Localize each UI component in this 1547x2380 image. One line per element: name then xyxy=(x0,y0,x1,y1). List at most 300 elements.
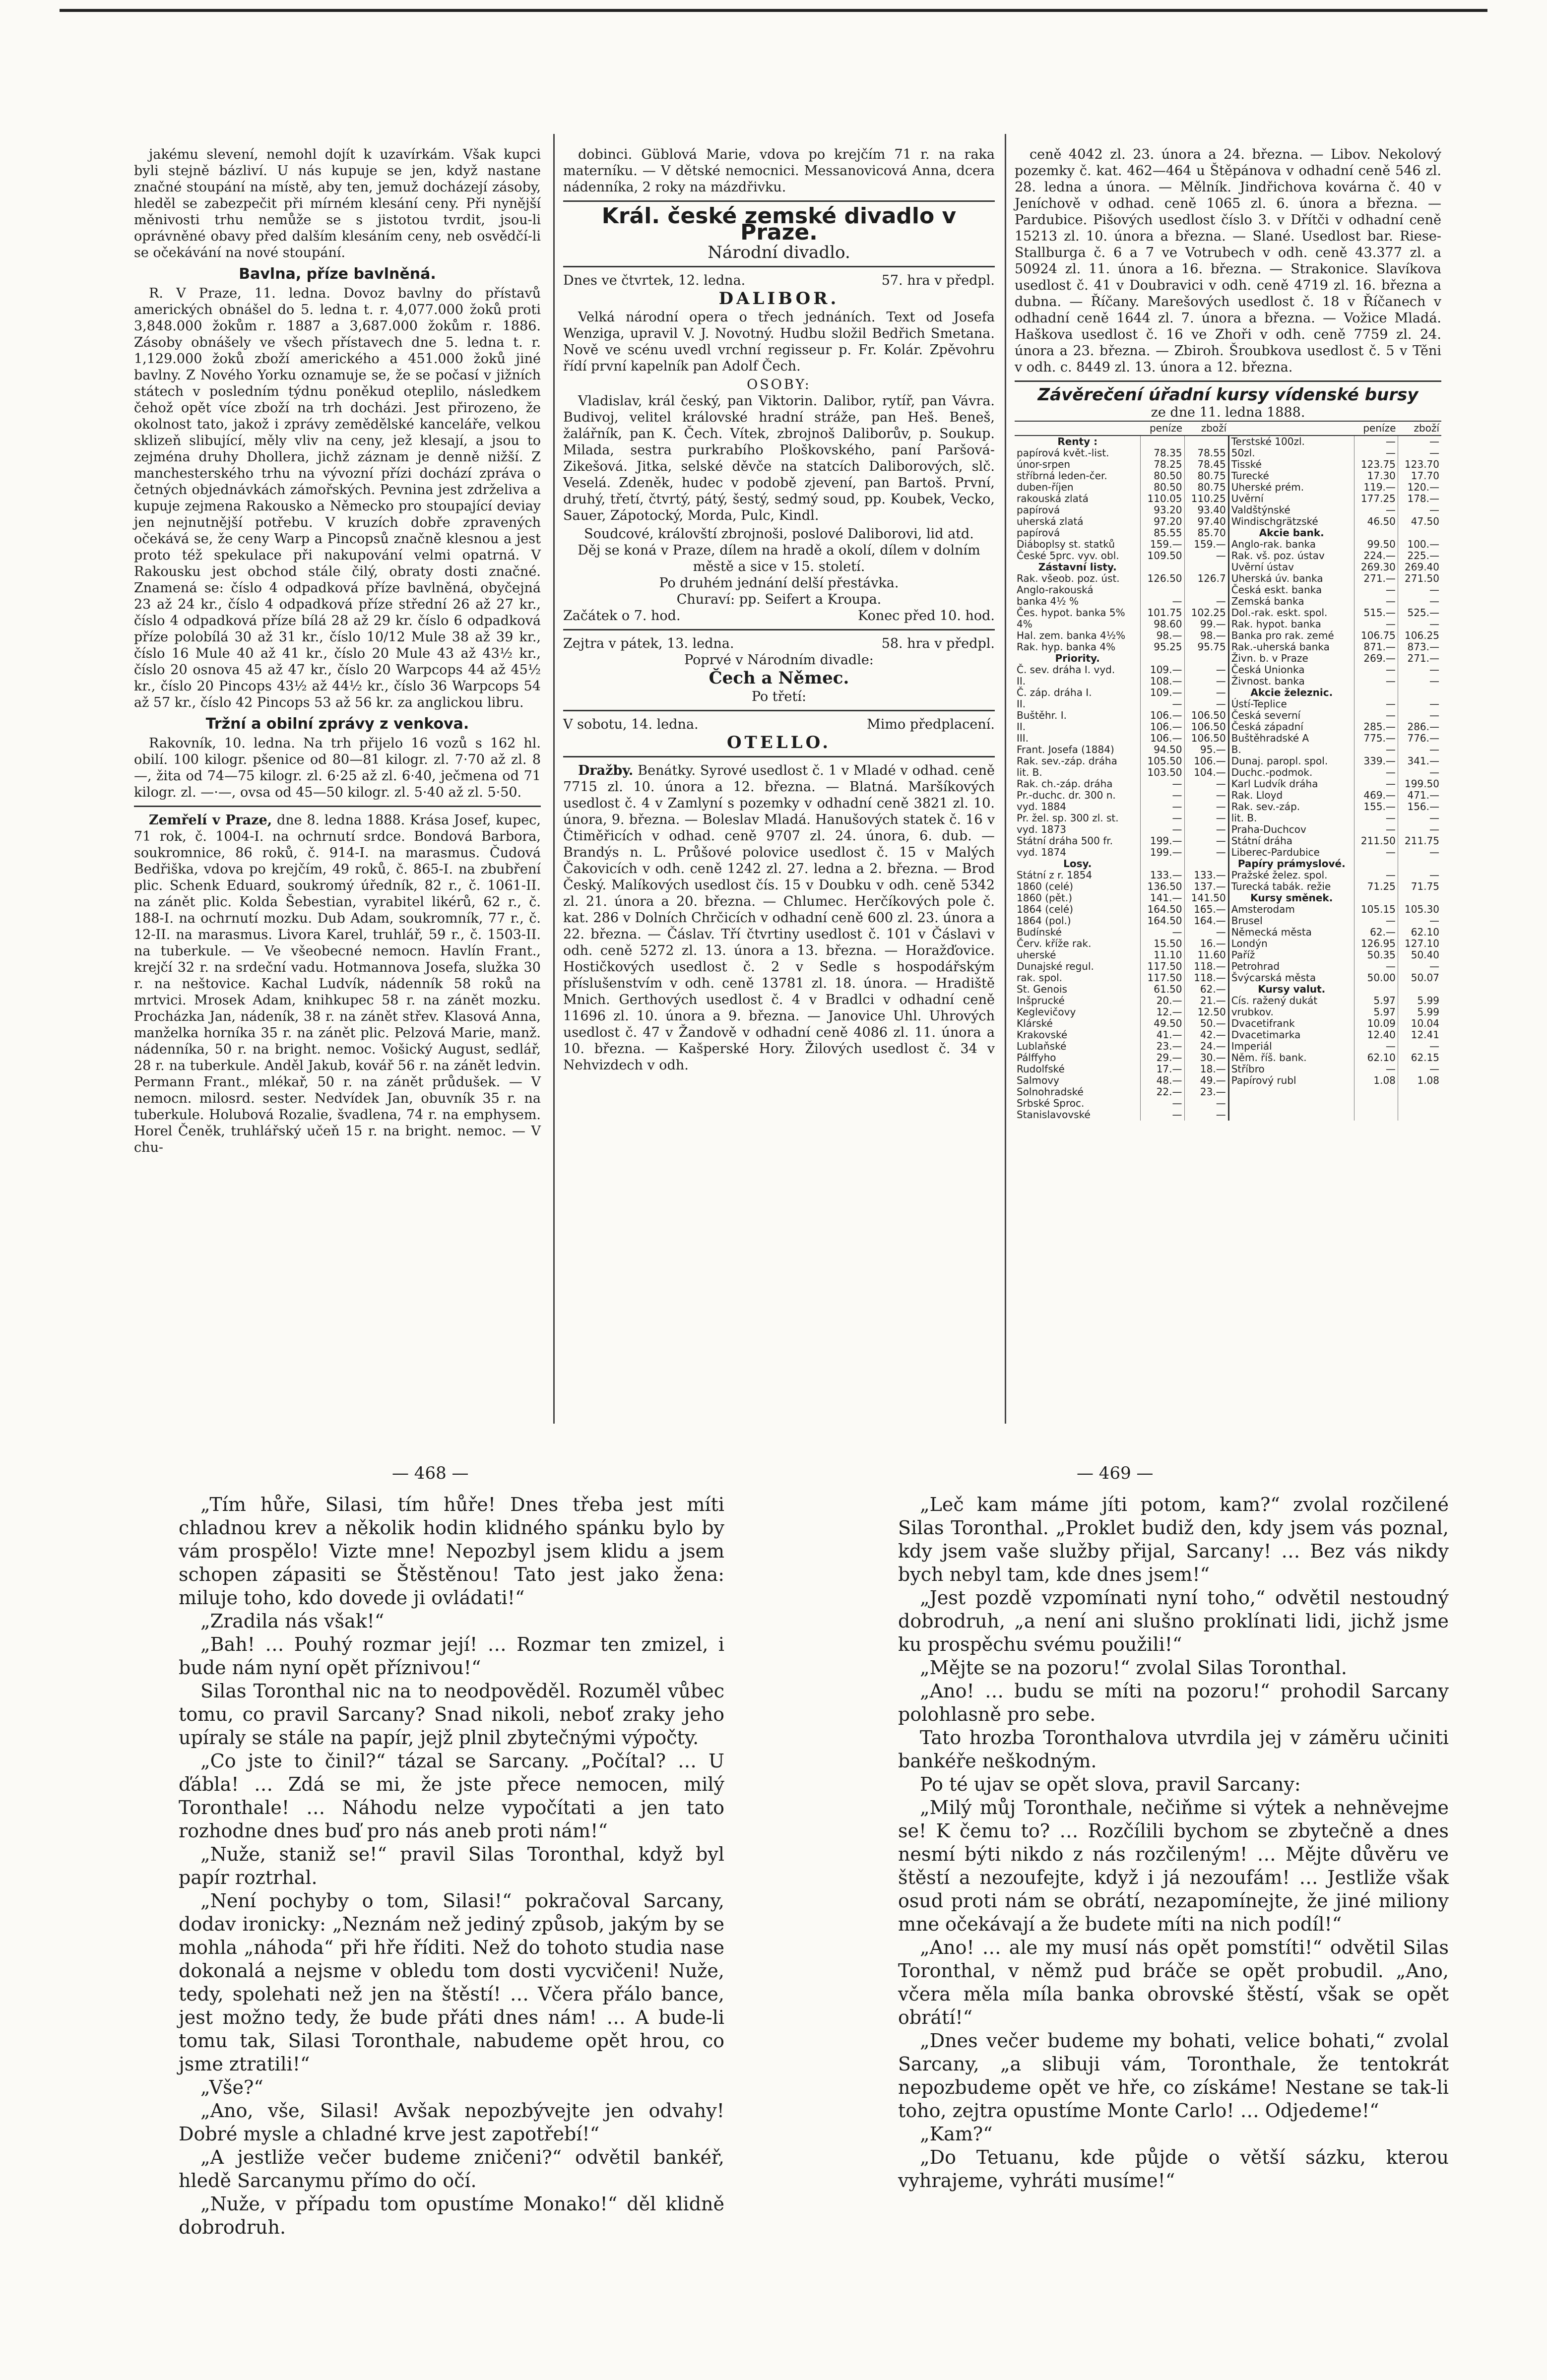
money-price: — xyxy=(1141,801,1184,813)
security-name: Srbské Sproc. xyxy=(1017,1097,1085,1109)
bourse-row xyxy=(1015,619,1441,630)
money-price: 93.20 xyxy=(1141,504,1184,516)
bourse-row xyxy=(1015,904,1441,915)
security-name: Živn. b. v Praze xyxy=(1228,653,1354,664)
novel-paragraph: „Do Tetuanu, kde půjde o větší sázku, kterou vyhrajeme, vyhráti musíme!“ xyxy=(898,2146,1449,2192)
security-name: Renty : xyxy=(1057,436,1098,447)
goods-price: — xyxy=(1184,778,1228,790)
money-price: — xyxy=(1354,847,1398,858)
setting-note: Děj se koná v Praze, dílem na hradě a okolí, dílem v dolním městě a sice v 15. století. xyxy=(578,543,980,574)
market-intro: jakému slevení, nemohl dojít k uzavírkám. Však kupci byli stejně bázliví. U nás kupuje se jen, když nastane značné stoupání na místě, aby ten, jemuž docházejí zásoby, hleděl se zabezpečit při mírném klesání ceny. Při nynější měnivosti trhu nemůže se s jistotou tvrdit, jsou-li oprávněné obavy před dalším klesáním ceny, neb osvědčí-li se očekávání na nové stoupání. xyxy=(134,147,541,260)
goods-price: 165.— xyxy=(1184,904,1228,915)
money-price: 49.50 xyxy=(1141,1018,1184,1029)
security-name: Brusel xyxy=(1228,915,1354,927)
money-price: 85.55 xyxy=(1141,527,1184,539)
money-price: 78.35 xyxy=(1141,447,1184,459)
goods-price: 50.— xyxy=(1184,1018,1228,1029)
bourse-row xyxy=(1015,641,1441,653)
money-price: 871.— xyxy=(1354,641,1398,653)
cotton-report: R. V Praze, 11. ledna. Dovoz bavlny do přístavů amerických obnášel do 5. ledna t. r. 4,077.000 žoků proti 3,848.000 žokům r. 1887 a 3,687.000 žokům r. 1886. Zásoby obnášely ve všech přístavech dne 5. ledna t. r. 1,129.000 žoků zboží amerického a 451.000 žoků jiné bavlny. Z Nového Yorku oznamuje se, že se počasí v jižních státech v posledním týdnu poněkud oteplilo, následkem čehož opět více zboží na trh docházi. Jest přirozeno, že okolnost tato, jakož i zprávy zemědělské kanceláře, velkou sklizeň slibující, měly vliv na ceny, jež klesají, a jsou to zejména druhy Dhollera, jichž záznam je denně nižší. Z manchesterského trhu na vývozní přízi dochází zpráva o četných objednávkách zámořských. Pevnina jest zdrželiva a kupuje zejmena Rakousko a Německo pro stoupající deviay jen nejnutnější potřebu. V kruzích dobře zpravených očekává se, že ceny Warp a Pincopsů značně klesnou a jest proto též spekulace při nakupování velmi opatrná. V Rakousku jest obchod stále čilý, obraty dosti značné. Znamená se: číslo 4 odpadková příze bavlněná, obyčejná 23 až 24 kr., číslo 4 odpadková příze střední 26 až 27 kr., číslo 4 odpadková příze bílá 28 až 29 kr. číslo 6 odpadková příze polobílá 30 až 31 kr., číslo 10/12 Mule 38 až 39 kr., číslo 16 Mule 40 až 41 kr., číslo 20 Mule 43 až 43½ kr., číslo 20 osnova 45 až 47 kr., číslo 20 Warpcops 44 až 45½ kr., číslo 20 Pincops 43½ až 44½ kr., číslo 36 Warpcops 54 až 57 kr., číslo 42 Pincops 53 až 56 kr. za anglickou libru. xyxy=(134,286,541,710)
goods-price: — xyxy=(1184,664,1228,676)
subscription-number: Mimo předplacení. xyxy=(867,717,995,732)
novel-paragraph: „Nuže, staniž se!“ pravil Silas Toronthal, když byl papír roztrhal. xyxy=(179,1843,724,1888)
novel-paragraph: „Dnes večer budeme my bohati, velice bohati,“ zvolal Sarcany, „a slibuji vám, Toronthale, že tentokrát nepozbudeme opět ve hře, co získáme! Nestane se tak-li toho, zejtra opustíme Monte Carlo! … Odjedeme!“ xyxy=(898,2030,1449,2122)
novel-paragraph: „Není pochyby o tom, Silasi!“ pokračoval Sarcany, dodav ironicky: „Neznám než jediný způsob, jakým by se mohla „náhoda“ při hře říditi. Než do tohoto studia nase dokonalá a nejsme v obledu tom dosti vycvičeni! Nuže, tedy, spolehati než jen na štěstí! … Včera přálo bance, jest možno tedy, že bude přáti dnes nám! … A bude-li tomu tak, Silasi Toronthale, nabudeme opět hrou, co jsme ztratili!“ xyxy=(179,1890,724,2075)
money-price: 117.50 xyxy=(1141,972,1184,984)
security-name: Budínské xyxy=(1017,926,1062,938)
goods-price: — xyxy=(1398,1041,1441,1052)
goods-price: 141.50 xyxy=(1184,892,1228,904)
security-name: Buštěhradské A xyxy=(1228,733,1354,744)
goods-price: — xyxy=(1184,1098,1228,1109)
auctions-report xyxy=(563,762,995,1073)
money-price: — xyxy=(1354,778,1398,790)
money-price: 141.— xyxy=(1141,892,1184,904)
goods-price: 78.45 xyxy=(1184,459,1228,470)
money-price: 20.— xyxy=(1141,995,1184,1006)
goods-price: 50.07 xyxy=(1398,972,1441,984)
security-name: Keglevičovy xyxy=(1017,1006,1076,1018)
goods-price: 106.25 xyxy=(1398,630,1441,641)
column-rule xyxy=(1005,134,1006,1424)
goods-price xyxy=(1398,687,1441,698)
security-name: Rak. sev.-záp. xyxy=(1228,801,1354,813)
bourse-row xyxy=(1015,813,1441,824)
money-price: — xyxy=(1354,436,1398,447)
goods-price: 105.30 xyxy=(1398,904,1441,915)
theatre-subheading: Národní divadlo. xyxy=(708,243,850,262)
goods-price: — xyxy=(1398,447,1441,459)
goods-price: 199.50 xyxy=(1398,778,1441,790)
bourse-row xyxy=(1015,1075,1441,1086)
money-price: 48.— xyxy=(1141,1075,1184,1086)
money-price: 106.— xyxy=(1141,721,1184,733)
money-price: 108.— xyxy=(1141,676,1184,687)
money-price: 5.97 xyxy=(1354,995,1398,1006)
security-name: 1864 (pol.) xyxy=(1017,915,1071,927)
novel-column-right xyxy=(898,1493,1449,2192)
bourse-row xyxy=(1015,824,1441,835)
bourse-row xyxy=(1015,1041,1441,1052)
goods-price: 42.— xyxy=(1184,1029,1228,1041)
money-price: 78.25 xyxy=(1141,459,1184,470)
novel-paragraph: Tato hrozba Toronthalova utvrdila jej v záměru učiniti bankéře neškodným. xyxy=(898,1727,1449,1772)
goods-price: 106.50 xyxy=(1184,721,1228,733)
goods-price: 93.40 xyxy=(1184,504,1228,516)
security-name: Anglo-rak. banka xyxy=(1228,539,1354,550)
grain-heading: Tržní a obilní zprávy z venkova. xyxy=(205,715,469,733)
goods-price: 98.— xyxy=(1184,630,1228,641)
page-number-left: — 468 — xyxy=(392,1463,469,1483)
goods-price: 164.— xyxy=(1184,915,1228,927)
bourse-row xyxy=(1015,459,1441,470)
money-price: 41.— xyxy=(1141,1029,1184,1041)
intermission-note: Po druhém jednání delší přestávka. xyxy=(659,575,899,591)
money-price xyxy=(1354,527,1398,539)
security-name: Papírový rubl xyxy=(1228,1075,1354,1086)
goods-price: 159.— xyxy=(1184,539,1228,550)
goods-price: — xyxy=(1184,698,1228,710)
money-price: 12.— xyxy=(1141,1006,1184,1018)
money-price: 117.50 xyxy=(1141,961,1184,972)
goods-price: 137.— xyxy=(1184,881,1228,892)
bourse-row xyxy=(1015,1006,1441,1018)
security-name: Rak. Lloyd xyxy=(1228,790,1354,801)
money-price: — xyxy=(1354,664,1398,676)
goods-price: — xyxy=(1398,824,1441,835)
money-price xyxy=(1141,858,1184,870)
security-name: Papíry prámyslové. xyxy=(1228,858,1354,870)
money-price: 515.— xyxy=(1354,607,1398,619)
goods-price: 10.04 xyxy=(1398,1018,1441,1029)
novel-paragraph: „Zradila nás však!“ xyxy=(200,1610,385,1632)
performance-description: Velká národní opera o třech jednáních. Text od Josefa Wenziga, upravil V. J. Novotný. Hudbu složil Bedřich Smetana. Nově ve scénu uvedl vrchní regisseur p. Fr. Kolár. Zpěvohru řídí první kapelník pan Adolf Čech. xyxy=(563,310,995,374)
security-name: Paříž xyxy=(1228,949,1354,961)
goods-price: — xyxy=(1398,870,1441,881)
column-1 xyxy=(134,146,541,1158)
bourse-table-header xyxy=(1015,421,1441,436)
security-name: Rak.-uherská banka xyxy=(1228,641,1354,653)
security-name: Akcie bank. xyxy=(1228,527,1354,539)
goods-price: 102.25 xyxy=(1184,607,1228,619)
novel-paragraph: „A jestliže večer budeme zničeni?“ odvětil bankéř, hledě Sarcanymu přímo do očí. xyxy=(179,2146,724,2192)
subscription-number: 58. hra v předpl. xyxy=(881,636,995,651)
money-price: 12.40 xyxy=(1354,1029,1398,1041)
divider xyxy=(563,756,995,757)
security-name xyxy=(1228,1086,1354,1098)
money-price: — xyxy=(1141,927,1184,938)
security-name: Diáboplsy st. statků xyxy=(1017,538,1115,550)
security-name: Windischgrätzské xyxy=(1228,516,1354,527)
goods-price xyxy=(1184,436,1228,447)
goods-price: — xyxy=(1398,847,1441,858)
goods-price: — xyxy=(1184,550,1228,562)
security-name: papírová xyxy=(1017,527,1060,539)
goods-price: 104.— xyxy=(1184,767,1228,778)
goods-price: 118.— xyxy=(1184,972,1228,984)
security-name: Buštěhr. I. xyxy=(1017,709,1067,721)
bourse-table xyxy=(1015,421,1441,1121)
novel-paragraph: „Milý můj Toronthale, nečiňme si výtek a nehněvejme se! K čemu to? … Rozčílili bychom se zbytečně a dnes nesmí býti nikdo z nás rozčileným! … Mějte důvěru ve štěstí a nezoufejte, když i já nezoufám! … Jestliže však osud proti nám se obrátí, nezapomínejte, že jiné miliony mne očekávají a že budete míti na nich podíl!“ xyxy=(898,1797,1449,1935)
goods-price: 95.— xyxy=(1184,744,1228,755)
security-name: II. xyxy=(1017,721,1026,733)
goods-price: 16.— xyxy=(1184,938,1228,949)
money-price: — xyxy=(1141,1098,1184,1109)
security-name: Duchc.-podmok. xyxy=(1228,767,1354,778)
goods-price: 12.50 xyxy=(1184,1006,1228,1018)
money-price xyxy=(1354,984,1398,995)
security-name: vrubkov. xyxy=(1228,1006,1354,1018)
novel-paragraph: „Vše?“ xyxy=(200,2076,263,2098)
deaths-text: dne 8. ledna 1888. Krása Josef, kupec, 71 rok, č. 1004-I. na ochrnutí srdce. Bondová Barbora, soukromnice, 86 roků, č. 914-I. na marasmus. Čudová Bedřiška, vdova po krejčím, 49 roků, č. 865-I. na zbubření plic. Schenk Eduard, soukromý úředník, 82 r., č. 1061-II. na zánět plic. Kolda Šebestian, vyrabitel likérů, 62 r., č. 188-I. na ochrnutí mozku. Dub Adam, soukromník, 77 r., č. 12-II. na marasmus. Livora Karel, truhlář, 59 r., č. 1503-II. na tuberkule. — Ve všeobecné nemocn. Havlín Frant., krejčí 32 r. na srdeční vadu. Hotmannova Josefa, služka 30 r. na neštovice. Kachal Ludvík, nádenník 58 roků na mrtvici. Mrosek Adam, knihkupec 58 r. na zánět mozku. Procházka Jan, nádeník, 38 r. na zánět střev. Klasová Anna, manželka horníka 35 r. na zánět plic. Pelzová Marie, manž. nádenníka, 50 r. na bright. nemoc. Vošický August, sedlář, 28 r. na tuberkule. Anděl Jakub, kovář 56 r. na zánět ledvin. Permann Frant., mlékař, 50 r. na zánět průdušek. — V nemocn. milosrd. sester. Nedvídek Jan, obuvník 35 r. na tuberkule. Holubová Rozalie, švadlena, 74 r. na emphysem. Horel Čeněk, truhlářský učeň 15 r. na bright. nemoc. — V chu- xyxy=(134,813,541,1155)
performance-title: OTELLO. xyxy=(726,733,832,752)
money-price: 119.— xyxy=(1354,482,1398,493)
security-name: banka 4½ % xyxy=(1017,595,1079,607)
money-price: 80.50 xyxy=(1141,482,1184,493)
money-price: 109.— xyxy=(1141,687,1184,698)
goods-price: — xyxy=(1398,698,1441,710)
bourse-row xyxy=(1015,938,1441,949)
money-price: — xyxy=(1141,813,1184,824)
bourse-row xyxy=(1015,630,1441,641)
goods-price: 97.40 xyxy=(1184,516,1228,527)
goods-price: — xyxy=(1184,824,1228,835)
security-name: papírová květ.-list. xyxy=(1017,447,1109,459)
security-name: Česká západní xyxy=(1228,721,1354,733)
performance-date: V sobotu, 14. ledna. xyxy=(563,717,699,732)
goods-price: — xyxy=(1398,744,1441,755)
bourse-row xyxy=(1015,767,1441,778)
goods-price: 873.— xyxy=(1398,641,1441,653)
security-name: vyd. 1873 xyxy=(1017,823,1066,835)
novel-paragraph: „Nuže, v případu tom opustíme Monako!“ děl klidně dobrodruh. xyxy=(179,2193,724,2238)
bourse-heading: Závěrečení úřadní kursy vídenské bursy xyxy=(1037,385,1418,405)
security-name: Česká severní xyxy=(1228,710,1354,721)
goods-price: 341.— xyxy=(1398,755,1441,767)
security-name: B. xyxy=(1228,744,1354,755)
bourse-row xyxy=(1015,984,1441,995)
money-price: 269.30 xyxy=(1354,562,1398,573)
money-price: 164.50 xyxy=(1141,904,1184,915)
security-name: Dol.-rak. eskt. spol. xyxy=(1228,607,1354,619)
money-price xyxy=(1354,687,1398,698)
money-price: — xyxy=(1354,584,1398,596)
divider xyxy=(134,806,541,807)
money-price: 95.25 xyxy=(1141,641,1184,653)
goods-price: 156.— xyxy=(1398,801,1441,813)
money-price xyxy=(1354,858,1398,870)
cast-extra: Soudcové, královští zbrojnoši, poslové Daliborovi, lid atd. xyxy=(584,526,974,542)
novel-paragraph: „Ano, vše, Silasi! Avšak nepozbývejte jen odvahy! Dobré mysle a chladné krve jest zapotřebí!“ xyxy=(179,2100,724,2145)
money-price: — xyxy=(1354,619,1398,630)
third-performance-note: Po třetí: xyxy=(751,689,807,704)
money-price: — xyxy=(1354,596,1398,607)
security-name: St. Genois xyxy=(1017,983,1067,995)
money-price: 105.15 xyxy=(1354,904,1398,915)
money-price: — xyxy=(1141,790,1184,801)
security-name: Rak. hypot. banka xyxy=(1228,619,1354,630)
security-name: Praha-Duchcov xyxy=(1228,824,1354,835)
bourse-row xyxy=(1015,835,1441,847)
money-price: 224.— xyxy=(1354,550,1398,562)
goods-price: 24.— xyxy=(1184,1041,1228,1052)
security-name: uherská zlatá xyxy=(1017,515,1084,527)
money-price: — xyxy=(1354,915,1398,927)
goods-price: 118.— xyxy=(1184,961,1228,972)
security-name: únor-srpen xyxy=(1017,458,1071,470)
goods-price xyxy=(1398,984,1441,995)
security-name: Kursy směnek. xyxy=(1228,892,1354,904)
goods-price: 123.70 xyxy=(1398,459,1441,470)
cast-heading: OSOBY: xyxy=(747,377,811,392)
goods-price: — xyxy=(1184,596,1228,607)
bourse-row xyxy=(1015,447,1441,459)
security-name: Rudolfské xyxy=(1017,1063,1065,1075)
money-price xyxy=(1141,436,1184,447)
money-price: 23.— xyxy=(1141,1041,1184,1052)
bourse-row xyxy=(1015,927,1441,938)
bourse-row xyxy=(1015,676,1441,687)
security-name: Červ. kříže rak. xyxy=(1017,938,1092,949)
security-name: vyd. 1874 xyxy=(1017,846,1066,858)
end-time: Konec před 10. hod. xyxy=(858,608,995,624)
goods-price: 211.75 xyxy=(1398,835,1441,847)
security-name: lit. B. xyxy=(1017,766,1042,778)
security-name: Uvěrní ústav xyxy=(1228,562,1354,573)
money-price: 61.50 xyxy=(1141,984,1184,995)
money-price: — xyxy=(1354,447,1398,459)
bourse-row xyxy=(1015,596,1441,607)
goods-price: — xyxy=(1398,596,1441,607)
goods-price: 225.— xyxy=(1398,550,1441,562)
goods-price xyxy=(1398,892,1441,904)
security-name: Krakovské xyxy=(1017,1029,1068,1041)
goods-price: 106.50 xyxy=(1184,733,1228,744)
goods-price xyxy=(1184,858,1228,870)
money-price: — xyxy=(1354,698,1398,710)
security-name: Amsterodam xyxy=(1228,904,1354,915)
money-price: 199.— xyxy=(1141,835,1184,847)
bourse-row xyxy=(1015,881,1441,892)
money-price: 106.75 xyxy=(1354,630,1398,641)
money-price: 29.— xyxy=(1141,1052,1184,1064)
goods-price: 95.75 xyxy=(1184,641,1228,653)
security-name: Č. záp. dráha I. xyxy=(1017,687,1092,698)
money-price: 17.— xyxy=(1141,1064,1184,1075)
goods-price: — xyxy=(1398,767,1441,778)
money-price: 211.50 xyxy=(1354,835,1398,847)
security-name: Tisské xyxy=(1228,459,1354,470)
goods-price: 99.— xyxy=(1184,619,1228,630)
security-name: Turecká tabák. režie xyxy=(1228,881,1354,892)
security-name xyxy=(1228,1109,1354,1121)
bourse-row xyxy=(1015,527,1441,539)
bourse-row xyxy=(1015,584,1441,596)
security-name: Frant. Josefa (1884) xyxy=(1017,744,1114,755)
security-name: Kursy valut. xyxy=(1228,984,1354,995)
security-name: 1860 (celé) xyxy=(1017,880,1074,892)
security-name: Imperiál xyxy=(1228,1041,1354,1052)
security-name: Dvacetifrank xyxy=(1228,1018,1354,1029)
money-price xyxy=(1354,892,1398,904)
goods-price: 47.50 xyxy=(1398,516,1441,527)
goods-price: — xyxy=(1398,915,1441,927)
novel-paragraph: „Ano! … ale my musí nás opět pomstíti!“ odvětil Silas Toronthal, v němž pud bráče se opět probudil. „Ano, včera měla míla banka obrovské štěstí, však se opět obrátí!“ xyxy=(898,1937,1449,2028)
sick-note: Churaví: pp. Seifert a Kroupa. xyxy=(676,592,882,607)
premiere-note: Poprvé v Národním divadle: xyxy=(684,652,874,668)
bourse-row xyxy=(1015,915,1441,927)
bourse-row xyxy=(1015,607,1441,619)
security-name: Losy. xyxy=(1063,858,1092,870)
bourse-date: ze dne 11. ledna 1888. xyxy=(1151,405,1305,420)
bourse-row xyxy=(1015,504,1441,516)
money-price: — xyxy=(1354,1041,1398,1052)
money-price: — xyxy=(1141,1109,1184,1121)
theatre-heading: Král. české zemské divadlo v Praze. xyxy=(601,203,957,245)
money-price: 164.50 xyxy=(1141,915,1184,927)
security-name: Londýn xyxy=(1228,938,1354,949)
performance-1-header xyxy=(563,272,995,289)
goods-price: — xyxy=(1398,1064,1441,1075)
goods-price: 12.41 xyxy=(1398,1029,1441,1041)
security-name: Rak. ch.-záp. dráha xyxy=(1017,778,1113,790)
security-name: Česká eskt. banka xyxy=(1228,584,1354,596)
goods-col-header: zboží xyxy=(1184,421,1228,436)
security-name: Inšprucké xyxy=(1017,995,1065,1006)
money-price: — xyxy=(1354,824,1398,835)
cotton-heading: Bavlna, příze bavlněná. xyxy=(239,265,436,283)
bourse-row xyxy=(1015,995,1441,1006)
security-name: Ústí-Teplice xyxy=(1228,698,1354,710)
security-name: Valdštýnské xyxy=(1228,504,1354,516)
bourse-row xyxy=(1015,1098,1441,1109)
security-name: Zástavní listy. xyxy=(1038,561,1117,573)
money-price: 80.50 xyxy=(1141,470,1184,482)
money-price: 136.50 xyxy=(1141,881,1184,892)
money-price: 98.— xyxy=(1141,630,1184,641)
goods-price xyxy=(1398,1109,1441,1121)
bourse-row xyxy=(1015,892,1441,904)
security-name: 50zl. xyxy=(1228,447,1354,459)
goods-price: — xyxy=(1398,436,1441,447)
goods-price: 178.— xyxy=(1398,493,1441,504)
goods-price: 49.— xyxy=(1184,1075,1228,1086)
bourse-row xyxy=(1015,1109,1441,1121)
security-name: Rak. všeob. poz. úst. xyxy=(1017,572,1120,584)
novel-paragraph: „Tím hůře, Silasi, tím hůře! Dnes třeba jest míti chladnou krev a několik hodin klidného spánku bylo by vám prospělo! Vizte mne! Nepozbyl jsem klidu a jsem schopen zápasiti se Štěstěnou! Tato jest jako žena: miluje toho, kdo dovede ji ovládati!“ xyxy=(179,1494,724,1609)
bourse-row xyxy=(1015,1086,1441,1098)
start-time: Začátek o 7. hod. xyxy=(563,608,681,624)
deaths-continued: dobinci. Güblová Marie, vdova po krejčím 71 r. na raka materníku. — V dětské nemocnici. Messanovicová Anna, dcera nádenníka, 2 roky na mázdřivku. xyxy=(563,147,995,195)
divider xyxy=(563,200,995,202)
goods-price: 62.10 xyxy=(1398,927,1441,938)
goods-price: 106.50 xyxy=(1184,710,1228,721)
money-price xyxy=(1141,562,1184,573)
bourse-row xyxy=(1015,516,1441,527)
bourse-row xyxy=(1015,539,1441,550)
money-price xyxy=(1141,653,1184,664)
goods-price: — xyxy=(1398,710,1441,721)
money-price: 126.95 xyxy=(1354,938,1398,949)
money-price: — xyxy=(1354,961,1398,972)
security-name: Petrohrad xyxy=(1228,961,1354,972)
bourse-row xyxy=(1015,653,1441,664)
security-name: Priority. xyxy=(1055,652,1100,664)
security-name: 1860 (pět.) xyxy=(1017,892,1073,904)
money-price: — xyxy=(1354,744,1398,755)
security-name: Pražské želez. spol. xyxy=(1228,870,1354,881)
security-name: České 5prc. vyv. obl. xyxy=(1017,550,1119,562)
security-name: lit. B. xyxy=(1228,813,1354,824)
bourse-row xyxy=(1015,733,1441,744)
goods-price: 11.60 xyxy=(1184,949,1228,961)
security-name: Dunajské regul. xyxy=(1017,960,1094,972)
security-name: uherské xyxy=(1017,949,1056,961)
money-price: — xyxy=(1354,1064,1398,1075)
performance-title: DALIBOR. xyxy=(718,289,839,309)
goods-price: 30.— xyxy=(1184,1052,1228,1064)
goods-price: — xyxy=(1184,801,1228,813)
security-name: Akcie železnic. xyxy=(1228,687,1354,698)
money-price: 10.09 xyxy=(1354,1018,1398,1029)
money-price: 177.25 xyxy=(1354,493,1398,504)
money-price: 62.— xyxy=(1354,927,1398,938)
money-price: 22.— xyxy=(1141,1086,1184,1098)
goods-price: 525.— xyxy=(1398,607,1441,619)
money-price: 269.— xyxy=(1354,653,1398,664)
goods-price xyxy=(1398,858,1441,870)
cast-list: Vladislav, král český, pan Viktorin. Dalibor, rytíř, pan Vávra. Budivoj, velitel královské hradní stráže, pan Heš. Beneš, žalářník, pan K. Čech. Vítek, zbrojnoš Daliborův, p. Soukup. Milada, sestra purkrabího Ploškovského, paní Paršová-Zikešová. Jitka, selské děvče na statcích Daliborových, slč. Veselá. Zdeněk, hudec v podobě zjevení, pan Bartoš. První, druhý, třetí, čtvrtý, pátý, šestý, sedmý soud, pp. Koubek, Vecko, Sauer, Zápotocký, Morda, Pulc, Kindl. xyxy=(563,393,995,523)
